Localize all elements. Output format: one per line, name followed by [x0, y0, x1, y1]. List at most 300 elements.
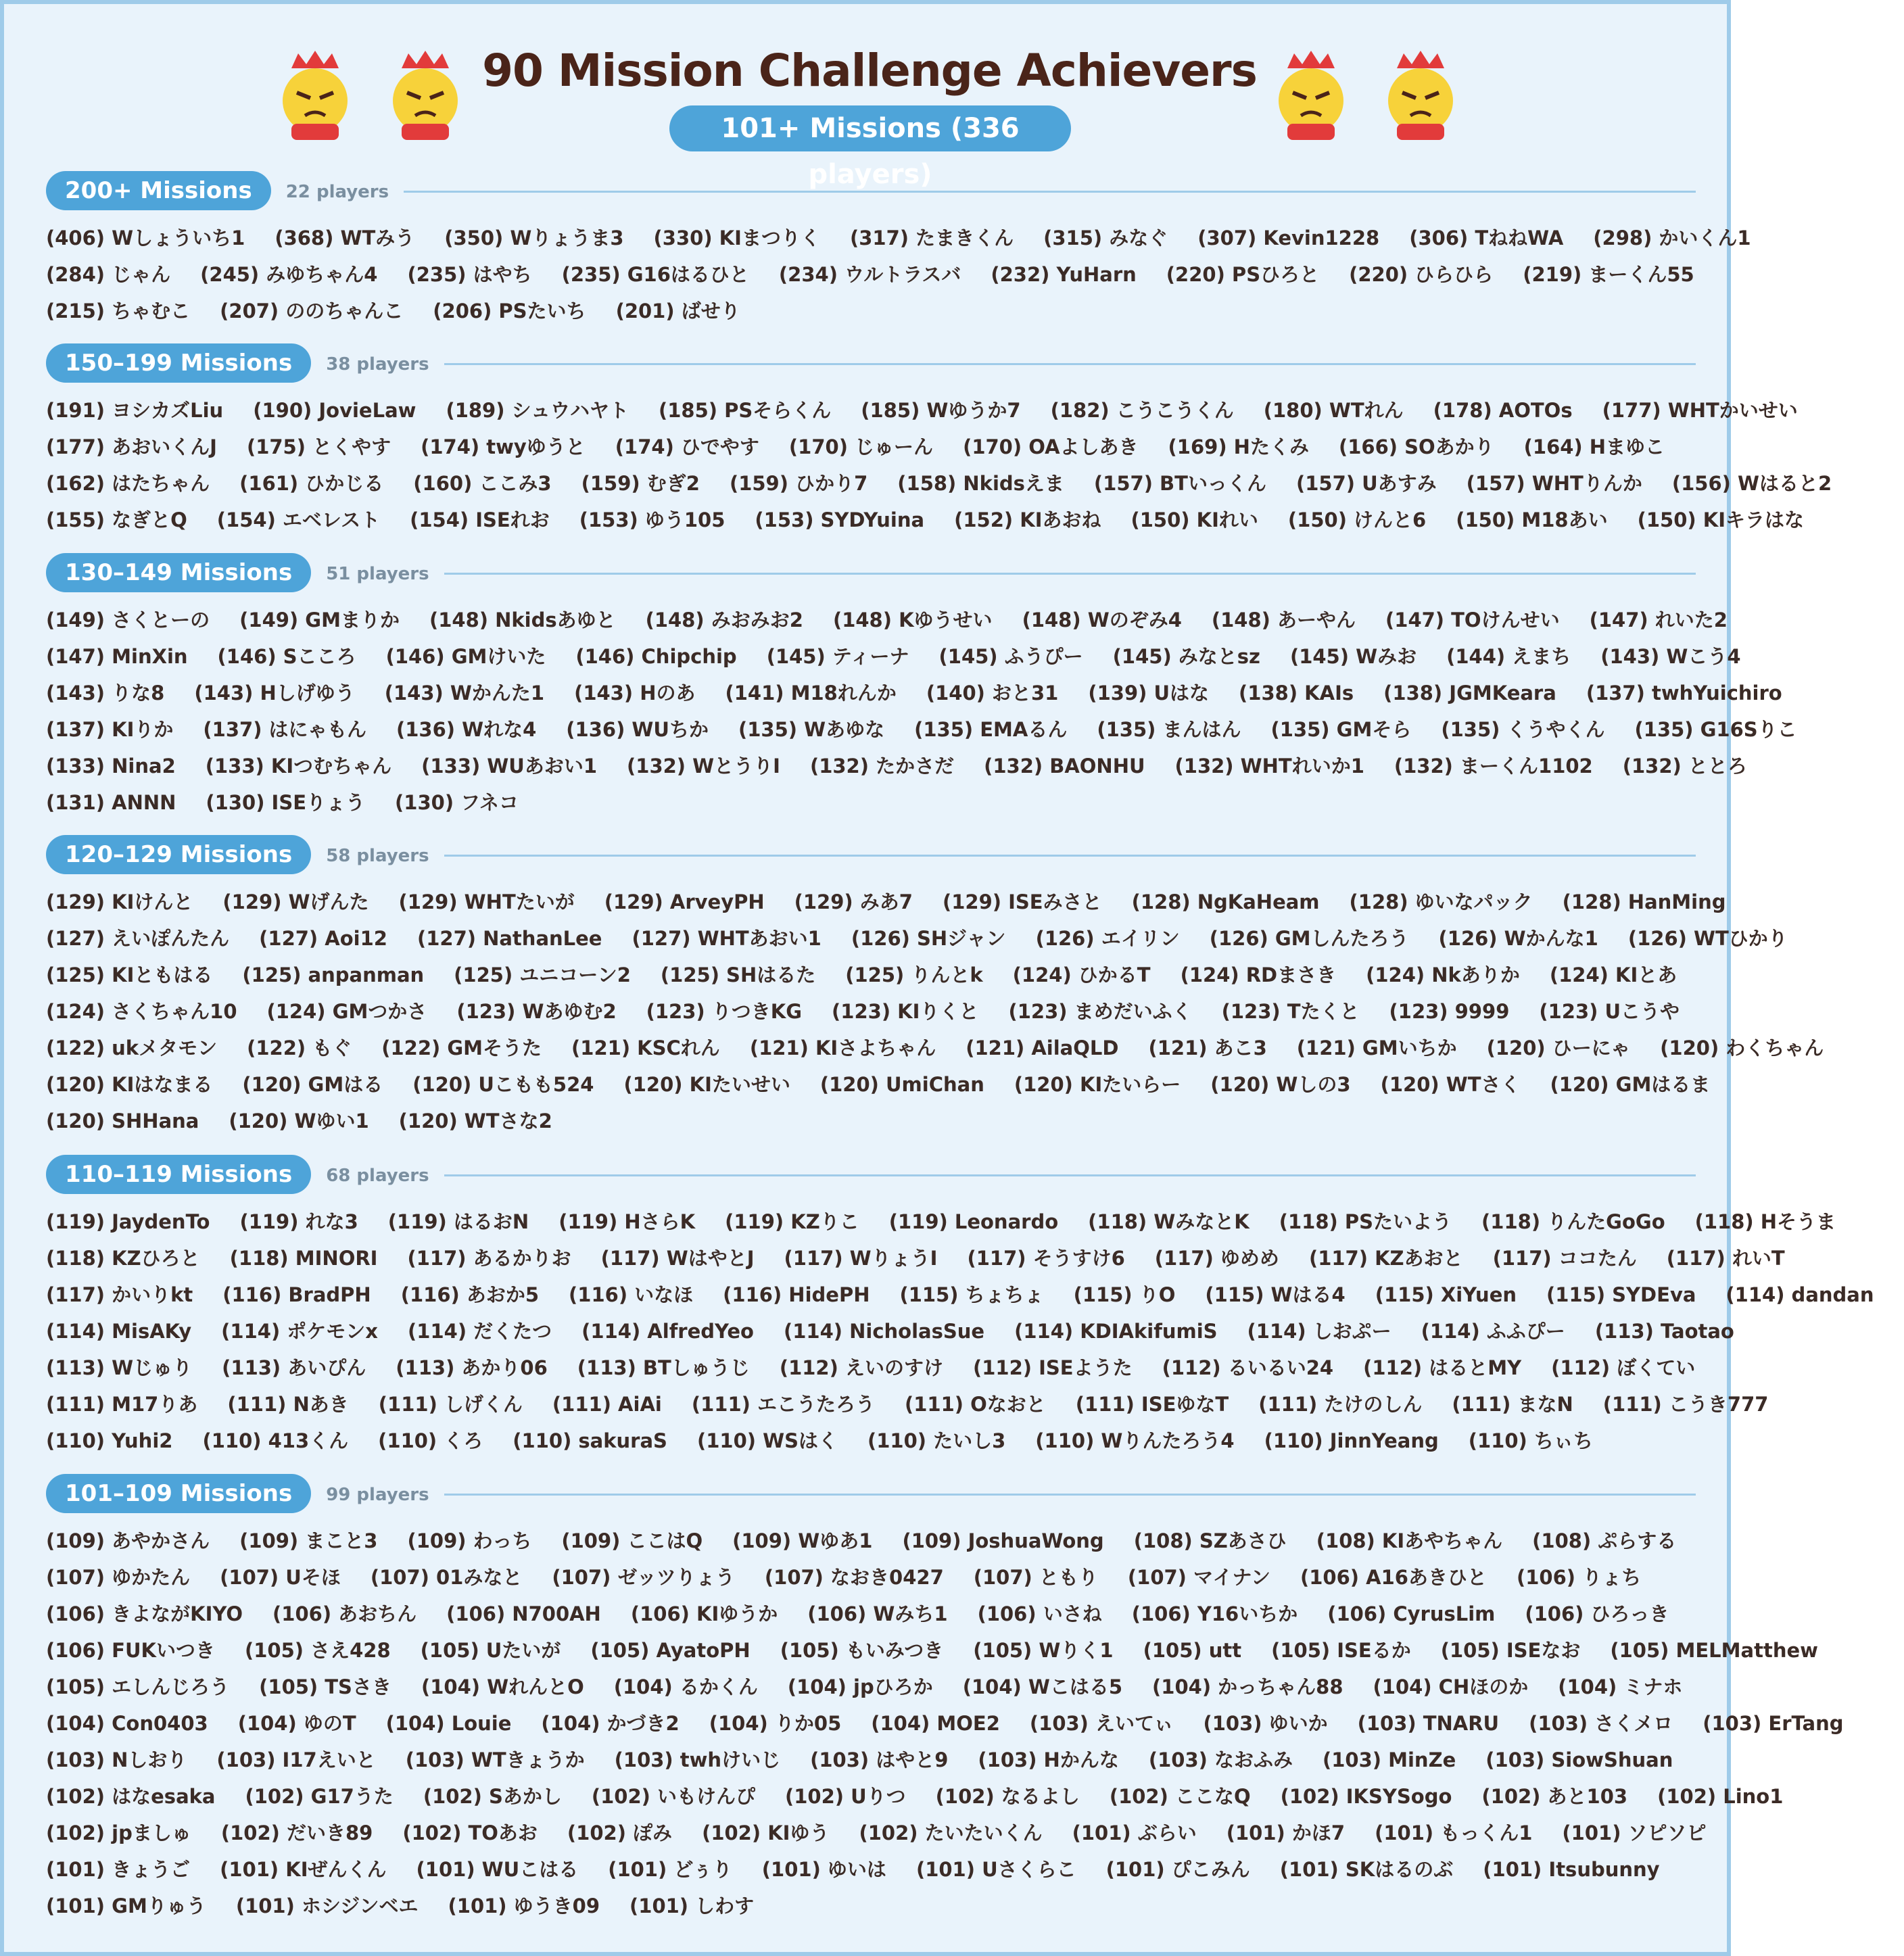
player-entry: (157) BTいっくん — [1093, 472, 1266, 495]
player-entry: (123) Wあゆむ2 — [456, 1000, 617, 1023]
player-entry: (104) ミナホ — [1558, 1675, 1683, 1698]
player-entry: (113) Wじゅり — [46, 1356, 193, 1379]
player-entry: (235) G16はるひと — [561, 263, 749, 286]
player-entry: (113) あかり06 — [396, 1356, 548, 1379]
player-entry: (125) りんとk — [845, 963, 983, 986]
player-entry: (135) G16Sりこ — [1634, 718, 1797, 741]
player-entry: (191) ヨシカズLiu — [46, 399, 224, 422]
player-entry: (132) BAONHU — [984, 755, 1145, 778]
player-row — [46, 1632, 1818, 1669]
player-entry: (112) はるとMY — [1363, 1356, 1522, 1379]
player-entry: (104) りか05 — [709, 1712, 842, 1735]
player-entry: (106) KIゆうか — [630, 1602, 778, 1625]
player-entry: (113) BTしゅうじ — [577, 1356, 750, 1379]
player-entry: (103) ゆいか — [1203, 1712, 1328, 1735]
section-range-badge: 120–129 Missions — [46, 835, 311, 874]
player-entry: (133) WUあおい1 — [421, 755, 598, 778]
player-entry: (148) Wのぞみ4 — [1022, 609, 1182, 631]
player-row — [46, 1888, 1696, 1924]
player-entry: (103) I17えいと — [216, 1748, 376, 1771]
player-row — [46, 1066, 1711, 1103]
player-entry: (111) たけのしん — [1258, 1393, 1423, 1416]
player-row — [46, 1669, 1696, 1705]
player-entry: (106) いさね — [977, 1602, 1102, 1625]
player-entry: (147) MinXin — [46, 645, 188, 668]
player-entry: (123) Uこうや — [1539, 1000, 1680, 1023]
section-player-count: 58 players — [326, 846, 429, 866]
player-entry: (104) Louie — [385, 1712, 512, 1735]
player-entry: (116) いなほ — [569, 1283, 694, 1306]
player-entry: (119) れな3 — [239, 1210, 358, 1233]
player-entry: (114) MisAKy — [46, 1320, 192, 1343]
player-entry: (116) あおか5 — [400, 1283, 540, 1306]
player-row — [46, 1851, 1696, 1888]
player-entry: (105) さえ428 — [244, 1639, 391, 1662]
player-entry: (118) KZひろと — [46, 1247, 200, 1270]
player-entry: (103) SiowShuan — [1485, 1748, 1673, 1771]
player-row — [46, 711, 1797, 748]
player-entry: (117) あるかりお — [407, 1247, 571, 1270]
player-entry: (189) シュウハヤト — [446, 399, 629, 422]
section-header — [46, 835, 1696, 876]
player-entry: (170) じゅーん — [788, 435, 934, 458]
section-divider — [444, 363, 1696, 365]
player-entry: (107) ゼッツりょう — [552, 1566, 735, 1589]
player-entry: (145) ふうぴー — [938, 645, 1083, 668]
player-entry: (113) あいぴん — [222, 1356, 366, 1379]
player-entry: (106) Wみち1 — [807, 1602, 948, 1625]
player-entry: (101) Itsubunny — [1483, 1858, 1660, 1881]
player-row — [46, 920, 1788, 957]
section-header — [46, 553, 1696, 594]
player-entry: (112) えいのすけ — [779, 1356, 943, 1379]
mission-section — [46, 1155, 1874, 1459]
player-entry: (109) あやかさん — [46, 1529, 210, 1552]
player-entry: (128) HanMing — [1562, 890, 1726, 913]
section-header — [46, 171, 1696, 212]
player-entry: (114) だくたつ — [408, 1320, 552, 1343]
player-entry: (118) MINORI — [229, 1247, 378, 1270]
player-entry: (102) ぽみ — [567, 1821, 673, 1844]
player-entry: (129) ISEみさと — [942, 890, 1102, 913]
player-entry: (109) Wゆあ1 — [732, 1529, 873, 1552]
player-entry: (104) CHほのか — [1373, 1675, 1529, 1698]
player-entry: (111) ISEゆなT — [1075, 1393, 1229, 1416]
player-entry: (298) かいくん1 — [1593, 226, 1751, 249]
player-entry: (103) twhけいじ — [614, 1748, 781, 1771]
player-row — [46, 392, 1798, 429]
player-entry: (122) ukメタモン — [46, 1036, 218, 1059]
player-entry: (111) M17りあ — [46, 1393, 198, 1416]
player-entry: (120) KIたいらー — [1014, 1073, 1181, 1096]
player-entry: (126) GMしんたろう — [1209, 927, 1409, 950]
player-entry: (149) さくとーの — [46, 609, 210, 631]
player-entry: (120) UmiChan — [819, 1073, 984, 1096]
player-entry: (105) Uたいが — [420, 1639, 561, 1662]
player-entry: (145) Wみお — [1289, 645, 1417, 668]
player-entry: (110) たいし3 — [867, 1429, 1006, 1452]
player-entry: (185) PSそらくん — [659, 399, 832, 422]
player-entry: (234) ウルトラスバ — [778, 263, 961, 286]
player-row — [46, 1386, 1769, 1423]
player-entry: (109) JoshuaWong — [902, 1529, 1104, 1552]
section-header — [46, 1155, 1696, 1195]
player-entry: (101) ぶらい — [1072, 1821, 1197, 1844]
player-entry: (110) くろ — [378, 1429, 483, 1452]
player-row — [46, 293, 1696, 329]
player-entry: (152) KIあおね — [954, 508, 1101, 531]
player-entry: (117) れいT — [1666, 1247, 1785, 1270]
player-entry: (101) KIぜんくん — [220, 1858, 387, 1881]
mission-section — [46, 553, 1797, 821]
player-entry: (117) かいりkt — [46, 1283, 193, 1306]
section-header — [46, 1474, 1696, 1514]
player-entry: (117) ココたん — [1492, 1247, 1637, 1270]
player-entry: (138) KAIs — [1239, 682, 1354, 705]
player-entry: (120) GMはるま — [1550, 1073, 1711, 1096]
player-entry: (143) Wこう4 — [1600, 645, 1741, 668]
player-entry: (317) たまきくん — [849, 226, 1014, 249]
player-entry: (132) ととろ — [1622, 755, 1747, 778]
player-entry: (107) Uそほ — [220, 1566, 341, 1589]
player-entry: (105) TSさき — [259, 1675, 391, 1698]
player-entry: (135) Wあゆな — [738, 718, 885, 741]
player-entry: (101) Uさくらこ — [915, 1858, 1076, 1881]
player-entry: (178) AOTOs — [1433, 399, 1573, 422]
player-entry: (149) GMまりか — [239, 609, 400, 631]
section-player-count: 68 players — [326, 1166, 429, 1186]
player-entry: (106) あおちん — [272, 1602, 417, 1625]
section-range-badge: 101–109 Missions — [46, 1474, 311, 1513]
player-entry: (103) えいてぃ — [1029, 1712, 1174, 1735]
player-entry: (143) りな8 — [46, 682, 165, 705]
player-entry: (108) KIあやちゃん — [1316, 1529, 1503, 1552]
player-row — [46, 502, 1804, 538]
player-entry: (135) EMAるん — [914, 718, 1068, 741]
player-entry: (103) WTきょうか — [405, 1748, 585, 1771]
player-entry: (174) ひでやす — [615, 435, 759, 458]
player-entry: (137) はにゃもん — [203, 718, 366, 741]
player-entry: (121) あこ3 — [1148, 1036, 1267, 1059]
player-entry: (102) たいたいくん — [859, 1821, 1043, 1844]
player-entry: (156) Wはると2 — [1671, 472, 1832, 495]
player-entry: (140) おと31 — [926, 682, 1059, 705]
player-entry: (120) WTさな2 — [398, 1110, 552, 1132]
player-entry: (132) WとうりI — [627, 755, 780, 778]
player-entry: (114) AlfredYeo — [581, 1320, 754, 1343]
player-entry: (120) ひーにゃ — [1486, 1036, 1631, 1059]
player-entry: (106) りょち — [1516, 1566, 1642, 1589]
player-entry: (126) Wかんな1 — [1438, 927, 1598, 950]
player-entry: (130) ISEりょう — [206, 791, 366, 814]
player-entry: (139) Uはな — [1088, 682, 1210, 705]
section-range-badge: 130–149 Missions — [46, 553, 311, 592]
player-entry: (107) マイナン — [1127, 1566, 1270, 1589]
player-entry: (116) BradPH — [222, 1283, 371, 1306]
player-entry: (102) なるよし — [935, 1785, 1080, 1808]
section-divider — [404, 191, 1696, 193]
player-entry: (111) Oなおと — [904, 1393, 1046, 1416]
player-entry: (129) ArveyPH — [604, 890, 765, 913]
player-entry: (104) MOE2 — [871, 1712, 1000, 1735]
player-entry: (330) KIまつりく — [653, 226, 820, 249]
player-row — [46, 1423, 1696, 1459]
player-entry: (148) Kゆうせい — [832, 609, 993, 631]
player-entry: (102) G17うた — [245, 1785, 394, 1808]
player-row — [46, 1030, 1824, 1066]
player-entry: (157) WHTりんか — [1466, 472, 1642, 495]
player-entry: (143) Wかんた1 — [384, 682, 545, 705]
player-list — [46, 884, 1824, 1139]
player-entry: (102) jpましゅ — [46, 1821, 191, 1844]
player-entry: (106) ひろっき — [1525, 1602, 1669, 1625]
player-row — [46, 957, 1696, 993]
player-entry: (127) WHTあおい1 — [632, 927, 822, 950]
player-entry: (102) IKSYSogo — [1280, 1785, 1452, 1808]
player-entry: (119) Leonardo — [888, 1210, 1059, 1233]
player-entry: (144) えまち — [1446, 645, 1571, 668]
player-row — [46, 1778, 1784, 1815]
player-entry: (122) GMそうた — [381, 1036, 542, 1059]
player-entry: (132) WHTれいか1 — [1174, 755, 1364, 778]
player-entry: (206) PSたいち — [433, 300, 586, 323]
player-entry: (131) ANNN — [46, 791, 176, 814]
player-entry: (114) NicholasSue — [783, 1320, 985, 1343]
player-entry: (406) Wしょういち1 — [46, 226, 245, 249]
player-entry: (150) けんと6 — [1287, 508, 1427, 531]
player-entry: (119) HさらK — [558, 1210, 696, 1233]
player-entry: (158) Nkidsえま — [897, 472, 1064, 495]
player-entry: (153) SYDYuina — [755, 508, 925, 531]
player-entry: (135) GMそら — [1270, 718, 1412, 741]
player-entry: (105) エしんじろう — [46, 1675, 230, 1698]
player-entry: (164) Hまゆこ — [1523, 435, 1665, 458]
player-entry: (161) ひかじる — [239, 472, 384, 495]
player-entry: (115) Wはる4 — [1205, 1283, 1346, 1306]
player-entry: (108) ぷらする — [1532, 1529, 1677, 1552]
player-entry: (160) ここみ3 — [413, 472, 552, 495]
player-entry: (111) まなN — [1452, 1393, 1573, 1416]
player-entry: (159) むぎ2 — [581, 472, 700, 495]
player-entry: (114) ポケモンx — [221, 1320, 379, 1343]
player-entry: (114) ふふぴー — [1421, 1320, 1565, 1343]
player-entry: (105) Wりく1 — [973, 1639, 1114, 1662]
player-entry: (120) KIはなまる — [46, 1073, 213, 1096]
player-entry: (120) わくちゃん — [1660, 1036, 1824, 1059]
player-entry: (103) さくメロ — [1529, 1712, 1673, 1735]
player-entry: (126) WTひかり — [1627, 927, 1788, 950]
player-entry: (147) TOけんせい — [1385, 609, 1560, 631]
player-entry: (103) はやと9 — [810, 1748, 949, 1771]
player-entry: (118) WみなとK — [1088, 1210, 1250, 1233]
player-entry: (118) PSたいよう — [1279, 1210, 1452, 1233]
player-entry: (116) HidePH — [723, 1283, 870, 1306]
section-range-badge: 200+ Missions — [46, 171, 271, 210]
player-row — [46, 884, 1726, 920]
player-entry: (104) Wこはる5 — [962, 1675, 1123, 1698]
player-entry: (125) KIともはる — [46, 963, 213, 986]
player-row — [46, 1705, 1844, 1742]
player-entry: (117) そうすけ6 — [967, 1247, 1125, 1270]
player-entry: (180) WTれん — [1263, 399, 1404, 422]
player-entry: (111) Nあき — [227, 1393, 349, 1416]
section-header — [46, 343, 1696, 384]
player-entry: (121) AilaQLD — [966, 1036, 1119, 1059]
player-entry: (106) CyrusLim — [1327, 1602, 1496, 1625]
player-entry: (124) KIとあ — [1549, 963, 1677, 986]
player-entry: (101) もっくん1 — [1375, 1821, 1533, 1844]
player-entry: (101) きょうご — [46, 1858, 191, 1881]
player-entry: (111) AiAi — [552, 1393, 662, 1416]
player-entry: (132) たかさだ — [809, 755, 955, 778]
player-entry: (110) ちぃち — [1468, 1429, 1593, 1452]
player-entry: (107) なおき0427 — [764, 1566, 944, 1589]
mission-section — [46, 343, 1832, 538]
player-entry: (166) SOあかり — [1338, 435, 1494, 458]
player-entry: (155) なぎとQ — [46, 508, 187, 531]
player-entry: (138) JGMKeara — [1383, 682, 1556, 705]
player-entry: (220) PSひろと — [1166, 263, 1320, 286]
player-entry: (105) ISEなお — [1440, 1639, 1581, 1662]
player-entry: (219) まーくん55 — [1523, 263, 1694, 286]
player-entry: (307) Kevin1228 — [1197, 226, 1380, 249]
player-entry: (154) ISEれお — [410, 508, 550, 531]
player-entry: (115) SYDEva — [1546, 1283, 1696, 1306]
player-row — [46, 1596, 1696, 1632]
player-entry: (350) Wりょうま3 — [444, 226, 624, 249]
section-player-count: 51 players — [326, 564, 429, 584]
section-range-badge: 150–199 Missions — [46, 343, 311, 383]
player-entry: (146) Sこころ — [217, 645, 356, 668]
player-entry: (101) かほ7 — [1226, 1821, 1346, 1844]
player-row — [46, 1523, 1696, 1559]
player-entry: (102) ここなQ — [1109, 1785, 1251, 1808]
player-row — [46, 1240, 1785, 1277]
player-entry: (153) ゆう105 — [579, 508, 725, 531]
page-title: 90 Mission Challenge Achievers — [482, 45, 1257, 97]
player-entry: (114) dandan — [1726, 1283, 1874, 1306]
player-entry: (306) TねねWA — [1409, 226, 1564, 249]
player-row — [46, 1559, 1696, 1596]
section-player-count: 22 players — [285, 182, 389, 202]
player-entry: (141) M18れんか — [725, 682, 897, 705]
player-entry: (126) SHジャン — [851, 927, 1006, 950]
player-entry: (114) しおぷー — [1247, 1320, 1391, 1343]
player-entry: (104) WれんとO — [421, 1675, 584, 1698]
player-entry: (368) WTみう — [275, 226, 415, 249]
player-entry: (120) WTさく — [1380, 1073, 1521, 1096]
player-entry: (115) りO — [1073, 1283, 1176, 1306]
player-entry: (101) しわす — [629, 1894, 755, 1917]
player-entry: (201) ばせり — [615, 300, 740, 323]
player-entry: (113) Taotao — [1594, 1320, 1734, 1343]
player-entry: (215) ちゃむこ — [46, 300, 191, 323]
player-entry: (109) ここはQ — [561, 1529, 703, 1552]
player-entry: (118) Hそうま — [1694, 1210, 1836, 1233]
player-entry: (123) りつきKG — [646, 1000, 803, 1023]
player-entry: (137) KIりか — [46, 718, 174, 741]
player-entry: (133) Nina2 — [46, 755, 176, 778]
player-entry: (220) ひらひら — [1349, 263, 1494, 286]
player-entry: (102) Sあかし — [423, 1785, 562, 1808]
player-entry: (123) Tたくと — [1221, 1000, 1360, 1023]
player-entry: (147) れいた2 — [1589, 609, 1728, 631]
section-divider — [444, 855, 1696, 857]
player-entry: (232) YuHarn — [991, 263, 1137, 286]
player-entry: (122) もぐ — [247, 1036, 352, 1059]
player-entry: (124) GMつかさ — [266, 1000, 427, 1023]
player-entry: (101) GMりゅう — [46, 1894, 206, 1917]
player-entry: (110) Yuhi2 — [46, 1429, 173, 1452]
player-entry: (190) JovieLaw — [253, 399, 416, 422]
player-entry: (133) KIつむちゃん — [205, 755, 392, 778]
player-entry: (103) TNARU — [1357, 1712, 1500, 1735]
player-entry: (109) まこと3 — [239, 1529, 378, 1552]
player-entry: (109) わっち — [407, 1529, 532, 1552]
player-entry: (128) NgKaHeam — [1131, 890, 1320, 913]
player-entry: (245) みゆちゃん4 — [200, 263, 378, 286]
section-player-count: 99 players — [326, 1485, 429, 1505]
player-entry: (124) さくちゃん10 — [46, 1000, 237, 1023]
player-entry: (174) twyゆうと — [421, 435, 586, 458]
player-entry: (104) ゆのT — [237, 1712, 356, 1735]
player-row — [46, 993, 1696, 1030]
player-entry: (132) まーくん1102 — [1394, 755, 1593, 778]
player-entry: (148) みおみお2 — [645, 609, 803, 631]
player-entry: (101) ゆいは — [761, 1858, 886, 1881]
player-entry: (101) ホシジンベエ — [235, 1894, 419, 1917]
player-entry: (125) ユニコーン2 — [454, 963, 631, 986]
player-entry: (102) TOあお — [402, 1821, 538, 1844]
player-entry: (102) KIゆう — [702, 1821, 830, 1844]
player-entry: (124) ひかるT — [1012, 963, 1151, 986]
player-row — [46, 1103, 1696, 1139]
player-entry: (177) あおいくんJ — [46, 435, 217, 458]
player-entry: (121) KIさよちゃん — [749, 1036, 936, 1059]
player-entry: (177) WHTかいせい — [1602, 399, 1798, 422]
player-entry: (315) みなぐ — [1043, 226, 1168, 249]
player-entry: (154) エベレスト — [216, 508, 381, 531]
player-entry: (112) ぼくてい — [1551, 1356, 1696, 1379]
player-entry: (105) もいみつき — [780, 1639, 944, 1662]
player-entry: (175) とくやす — [246, 435, 391, 458]
section-divider — [444, 1494, 1696, 1496]
player-entry: (119) はるおN — [387, 1210, 529, 1233]
player-row — [46, 256, 1696, 293]
player-entry: (148) あーやん — [1211, 609, 1356, 631]
player-row — [46, 784, 1696, 821]
player-entry: (117) WりょうI — [784, 1247, 938, 1270]
player-entry: (121) KSCれん — [571, 1036, 720, 1059]
player-entry: (103) MinZe — [1322, 1748, 1456, 1771]
player-entry: (103) Hかんな — [978, 1748, 1119, 1771]
player-entry: (115) XiYuen — [1375, 1283, 1517, 1306]
player-list — [46, 1203, 1874, 1459]
player-entry: (129) KIけんと — [46, 890, 193, 913]
player-entry: (162) はたちゃん — [46, 472, 210, 495]
player-entry: (102) いもけんぴ — [591, 1785, 755, 1808]
player-entry: (207) ののちゃんこ — [220, 300, 404, 323]
player-entry: (104) かっちゃん88 — [1152, 1675, 1343, 1698]
player-entry: (103) Nしおり — [46, 1748, 187, 1771]
player-entry: (143) Hしげゆう — [194, 682, 355, 705]
player-entry: (127) Aoi12 — [259, 927, 387, 950]
player-entry: (102) あと103 — [1481, 1785, 1628, 1808]
page-header — [4, 38, 1735, 190]
player-entry: (114) KDIAkifumiS — [1014, 1320, 1218, 1343]
player-entry: (119) JaydenTo — [46, 1210, 210, 1233]
player-entry: (159) ひかり7 — [729, 472, 868, 495]
